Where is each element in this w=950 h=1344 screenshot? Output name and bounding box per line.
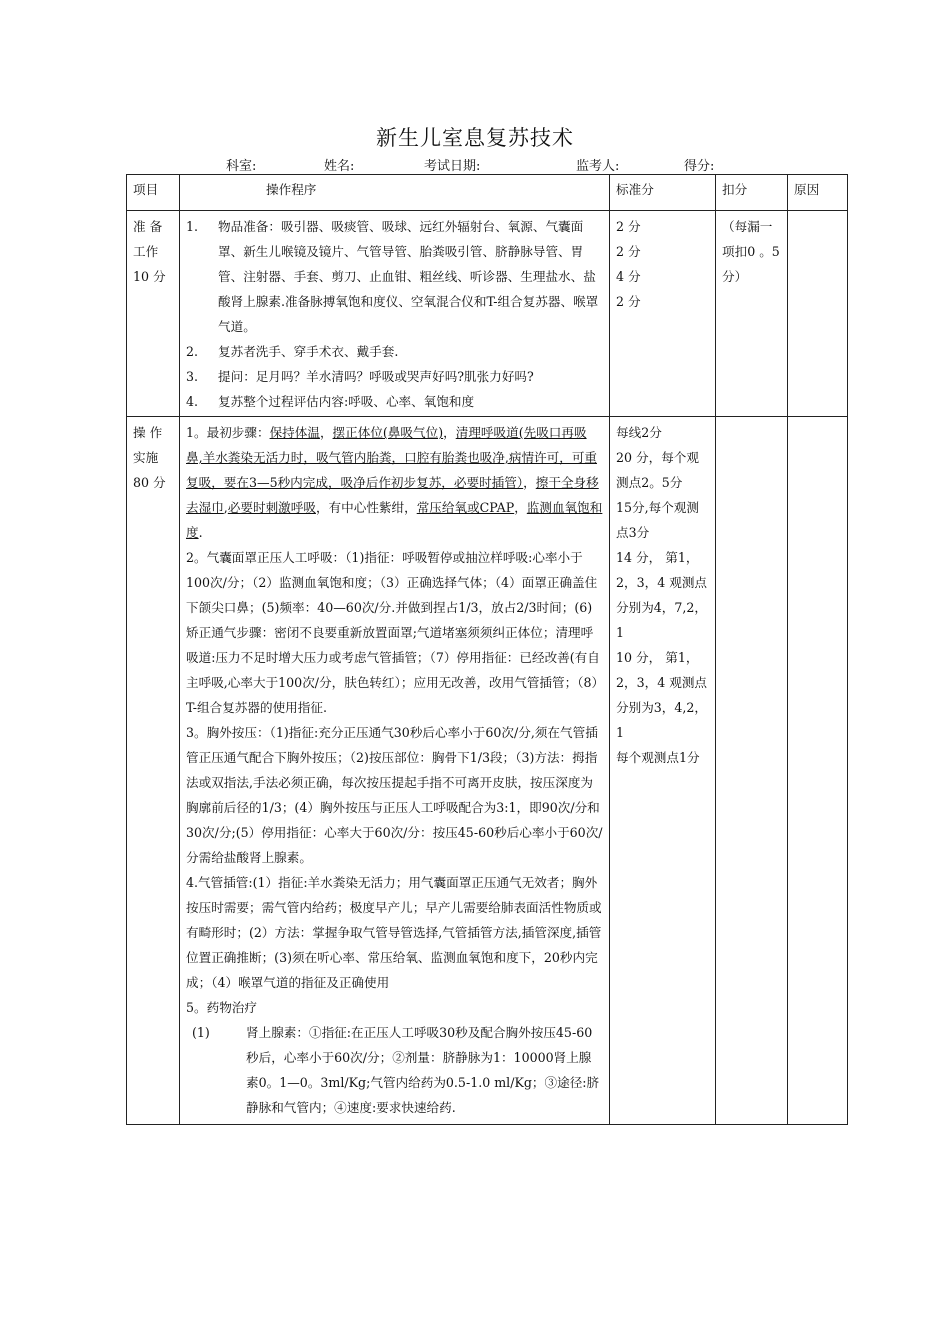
- step-epinephrine: (1) 肾上腺素：①指征:在正压人工呼吸30秒及配合胸外按压45-60秒后，心率小于60次/分；②剂量：脐静脉为1：10000肾上腺素0。1—0。3ml/Kg;气管内给药为0.5-1.0 ml/Kg；③途径:脐静脉和气管内；④速度:要求快速给药.: [192, 1025, 600, 1115]
- page-title: 新生儿室息复苏技术: [376, 126, 574, 150]
- header-standard-score: 标准分: [610, 175, 716, 211]
- step-chest-compression: 3。胸外按压：（1)指征:充分正压通气30秒后心率小于60次/分,须在气管插管正压通气配合下胸外按压；（2)按压部位：胸骨下1/3段；（3)方法：拇指法或双指法,手法必须正确，每次按压提起手指不可离开皮肤，按压深度为胸廓前后径的1/3；(4）胸外按压与正压人工呼吸配合为3:1，即90次/分和30次/分;(5）停用指征：心率大于60次/分：按压45-60秒后心率小于60次/分需给盐酸肾上腺素。: [186, 725, 603, 865]
- header-row: [127, 175, 848, 211]
- step-initial: 1。最初步骤：保持体温，摆正体位(鼻吸气位)，清理呼吸道(先吸口再吸鼻,羊水粪染无活力时，吸气管内胎粪，口腔有胎粪也吸净,病情许可，可重复吸，要在3—5秒内完成，吸净后作初步复苏，必要时插管），擦干全身移去湿巾,必要时刺激呼吸，有中心性紫绀，常压给氧或CPAP，监测血氧饱和度.: [186, 425, 603, 540]
- reason-cell: [788, 211, 848, 417]
- assessment-table: [126, 174, 848, 1125]
- list-item: 3. 提问：足月吗？羊水清吗？呼吸或哭声好吗?肌张力好吗?: [186, 369, 534, 384]
- header-item: 项目: [127, 175, 180, 211]
- list-item: 1. 物品准备：吸引器、吸痰管、吸球、远红外辐射台、氧源、气囊面罩、新生儿喉镜及镜片、气管导管、胎粪吸引管、脐静脉导管、胃管、注射器、手套、剪刀、止血钳、粗丝线、听诊器、生理盐水、盐酸肾上腺素.准备脉搏氧饱和度仪、空氧混合仪和T-组合复苏器、喉罩气道。: [186, 219, 599, 334]
- procedure-cell: [180, 417, 610, 1125]
- header-procedure: 操作程序: [180, 175, 610, 211]
- item-cell: 准 备 工作 10 分: [127, 211, 180, 417]
- score-label: 得分:: [684, 159, 715, 174]
- name-label: 姓名:: [324, 159, 355, 174]
- table-row: [127, 211, 848, 417]
- step-ventilation: 2。气囊面罩正压人工呼吸：（1)指征：呼吸暂停或抽泣样呼吸:心率小于100次/分；（2）监测血氧饱和度；（3）正确选择气体；（4）面罩正确盖住下颌尖口鼻；(5)频率：40—60次/分.并做到捏占1/3，放占2/3时间；(6)矫正通气步骤：密闭不良要重新放置面罩;气道堵塞须须纠正体位；清理呼吸道:压力不足时增大压力或考虑气管插管；（7）停用指征：已经改善(有自主呼吸,心率大于100次/分，肤色转红）；应用无改善，改用气管插管；（8）T-组合复苏器的使用指征.: [186, 550, 600, 715]
- dept-label: 科室:: [226, 159, 257, 174]
- item-cell: 操 作 实施 80 分: [127, 417, 180, 1125]
- exam-date-label: 考试日期:: [424, 159, 481, 174]
- deduction-cell: （每漏一项扣0 。5分）: [716, 211, 788, 417]
- header-deduction: 扣分: [716, 175, 788, 211]
- deduction-cell: [716, 417, 788, 1125]
- list-item: 4. 复苏整个过程评估内容:呼吸、心率、氧饱和度: [186, 394, 475, 409]
- reason-cell: [788, 417, 848, 1125]
- list-item: 2. 复苏者洗手、穿手术衣、戴手套.: [186, 344, 399, 359]
- standard-score-cell: 每线2分 20 分，每个观测点2。5分 15分,每个观测点3分 14 分， 第1，2，3，4 观测点分别为4，7,2，1 10 分， 第1，2，3，4 观测点分别为3，4,2，1 每个观测点1分: [610, 417, 716, 1125]
- step-intubation: 4.气管插管:(1）指征:羊水粪染无活力；用气囊面罩正压通气无效者；胸外按压时需要；需气管内给药；极度早产儿；早产儿需要给肺表面活性物质或有畸形时；(2）方法：掌握争取气管导管选择,气管插管方法,插管深度,插管位置正确推断；(3)须在听心率、常压给氧、监测血氧饱和度下，20秒内完成；（4）喉罩气道的指征及正确使用: [186, 875, 602, 990]
- procedure-cell: [180, 211, 610, 417]
- table-row: [127, 417, 848, 1125]
- standard-score-cell: 2 分 2 分 4 分 2 分: [610, 211, 716, 417]
- examiner-label: 监考人:: [576, 159, 620, 174]
- header-reason: 原因: [788, 175, 848, 211]
- step-medication: 5。药物治疗: [186, 1000, 257, 1015]
